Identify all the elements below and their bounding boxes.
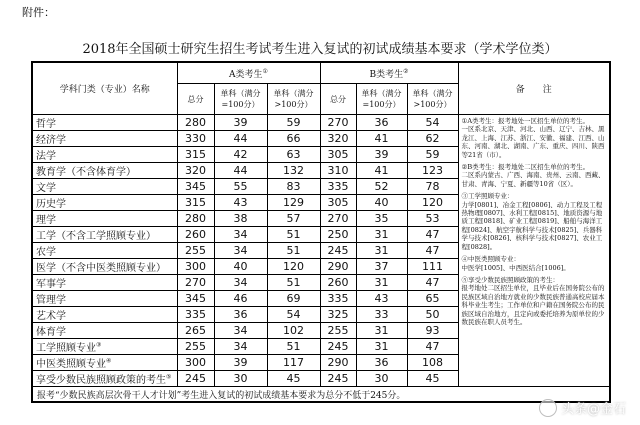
score-a-total: 255 xyxy=(177,243,214,259)
score-a-total: 335 xyxy=(177,307,214,323)
score-b-single100-gt: 45 xyxy=(407,371,458,387)
score-a-single100-gt: 66 xyxy=(267,131,320,147)
header-a-single100: 单科（满分=100分） xyxy=(214,84,267,115)
header-a-total: 总分 xyxy=(177,84,214,115)
score-a-single100: 39 xyxy=(214,115,267,131)
score-b-single100-gt: 111 xyxy=(407,259,458,275)
score-a-single100-gt: 57 xyxy=(267,211,320,227)
score-a-single100: 34 xyxy=(214,227,267,243)
score-b-total: 260 xyxy=(320,275,356,291)
score-a-total: 330 xyxy=(177,131,214,147)
score-a-total: 315 xyxy=(177,147,214,163)
score-b-single100: 40 xyxy=(356,195,407,211)
header-b-total: 总分 xyxy=(320,84,356,115)
score-a-single100: 36 xyxy=(214,307,267,323)
score-b-single100: 41 xyxy=(356,163,407,179)
subject-name: 工学照顾专业③ xyxy=(32,339,177,355)
score-a-single100: 43 xyxy=(214,195,267,211)
score-b-single100: 31 xyxy=(356,243,407,259)
score-b-single100-gt: 65 xyxy=(407,291,458,307)
header-group-a: A类考生① xyxy=(177,62,320,84)
score-a-total: 260 xyxy=(177,227,214,243)
score-b-single100: 30 xyxy=(356,371,407,387)
subject-name: 艺术学 xyxy=(32,307,177,323)
score-b-single100-gt: 108 xyxy=(407,355,458,371)
score-b-single100-gt: 78 xyxy=(407,179,458,195)
header-group-b: B类考生② xyxy=(320,62,458,84)
subject-name: 经济学 xyxy=(32,131,177,147)
score-b-single100-gt: 59 xyxy=(407,147,458,163)
score-a-single100-gt: 59 xyxy=(267,115,320,131)
score-b-total: 270 xyxy=(320,115,356,131)
score-a-single100-gt: 120 xyxy=(267,259,320,275)
score-b-single100-gt: 47 xyxy=(407,227,458,243)
score-a-single100: 46 xyxy=(214,291,267,307)
subject-name: 理学 xyxy=(32,211,177,227)
score-a-single100-gt: 63 xyxy=(267,147,320,163)
score-a-single100-gt: 45 xyxy=(267,371,320,387)
score-a-single100-gt: 51 xyxy=(267,275,320,291)
score-a-single100: 34 xyxy=(214,243,267,259)
subject-name: 享受少数民族照顾政策的考生⑤ xyxy=(32,371,177,387)
score-b-total: 325 xyxy=(320,307,356,323)
score-b-single100: 31 xyxy=(356,323,407,339)
subject-name: 教育学（不含体育学） xyxy=(32,163,177,179)
score-a-single100: 34 xyxy=(214,339,267,355)
score-b-single100-gt: 47 xyxy=(407,243,458,259)
subject-name: 法学 xyxy=(32,147,177,163)
score-b-single100-gt: 53 xyxy=(407,211,458,227)
score-a-single100-gt: 51 xyxy=(267,339,320,355)
score-a-single100: 55 xyxy=(214,179,267,195)
subject-name: 农学 xyxy=(32,243,177,259)
score-b-single100: 43 xyxy=(356,291,407,307)
score-a-total: 320 xyxy=(177,163,214,179)
score-a-total: 345 xyxy=(177,179,214,195)
score-b-single100-gt: 47 xyxy=(407,339,458,355)
score-b-single100-gt: 50 xyxy=(407,307,458,323)
subject-name: 文学 xyxy=(32,179,177,195)
score-table xyxy=(31,61,611,403)
score-b-single100: 31 xyxy=(356,275,407,291)
score-b-single100: 41 xyxy=(356,131,407,147)
document-title: 2018年全国硕士研究生招生考试考生进入复试的初试成绩基本要求（学术学位类） xyxy=(82,42,558,57)
score-a-single100-gt: 51 xyxy=(267,243,320,259)
score-a-single100: 44 xyxy=(214,131,267,147)
score-b-single100: 36 xyxy=(356,115,407,131)
score-a-total: 315 xyxy=(177,195,214,211)
score-b-single100-gt: 120 xyxy=(407,195,458,211)
watermark xyxy=(539,398,626,417)
note-n4: ④中医类照顾专业： 中医学[1005]、中西医结合[1006]。 xyxy=(461,255,570,272)
score-a-total: 245 xyxy=(177,371,214,387)
header-a-single100-gt: 单科（满分>100分） xyxy=(267,84,320,115)
score-b-total: 245 xyxy=(320,339,356,355)
score-b-single100-gt: 54 xyxy=(407,115,458,131)
score-b-total: 245 xyxy=(320,371,356,387)
subject-name: 军事学 xyxy=(32,275,177,291)
header-subject: 学科门类（专业）名称 xyxy=(32,62,177,115)
score-b-total: 335 xyxy=(320,291,356,307)
score-b-single100: 33 xyxy=(356,307,407,323)
score-b-total: 290 xyxy=(320,259,356,275)
score-a-single100: 44 xyxy=(214,163,267,179)
score-a-total: 280 xyxy=(177,211,214,227)
watermark-text: 头条@金石 xyxy=(560,402,626,417)
score-a-total: 280 xyxy=(177,115,214,131)
score-a-total: 300 xyxy=(177,355,214,371)
score-a-total: 300 xyxy=(177,259,214,275)
score-b-single100-gt: 93 xyxy=(407,323,458,339)
subject-name: 历史学 xyxy=(32,195,177,211)
score-a-total: 270 xyxy=(177,275,214,291)
score-a-total: 345 xyxy=(177,291,214,307)
score-a-single100-gt: 102 xyxy=(267,323,320,339)
score-b-single100-gt: 47 xyxy=(407,275,458,291)
subject-name: 中医类照顾专业④ xyxy=(32,355,177,371)
score-a-single100-gt: 117 xyxy=(267,355,320,371)
score-b-single100: 36 xyxy=(356,355,407,371)
score-a-single100-gt: 129 xyxy=(267,195,320,211)
score-a-single100: 30 xyxy=(214,371,267,387)
score-b-single100: 35 xyxy=(356,211,407,227)
header-b-single100: 单科（满分=100分） xyxy=(356,84,407,115)
table-row xyxy=(32,115,610,131)
subject-name: 管理学 xyxy=(32,291,177,307)
score-b-total: 305 xyxy=(320,195,356,211)
footer-note: 报考“少数民族高层次骨干人才计划”考生进入复试的初试成绩基本要求为总分不低于245分。 xyxy=(32,387,610,403)
subject-name: 体育学 xyxy=(32,323,177,339)
score-a-single100: 34 xyxy=(214,323,267,339)
score-b-total: 320 xyxy=(320,131,356,147)
score-a-single100-gt: 51 xyxy=(267,227,320,243)
subject-name: 医学（不含中医类照顾专业） xyxy=(32,259,177,275)
score-a-single100: 34 xyxy=(214,275,267,291)
note-n5: ⑤享受少数民族照顾政策的考生： 报考地处二区招生单位，且毕业后在国务院公布的民族区域自治地方就业的少数民族普通高校应届本科毕业生考生；工作单位和户籍在国务院公布的民族区域自治地方，且定向或委托培养为原单位的少数民族在职人员考生。 xyxy=(461,275,605,326)
score-a-single100: 39 xyxy=(214,355,267,371)
score-a-single100-gt: 54 xyxy=(267,307,320,323)
subject-name: 哲学 xyxy=(32,115,177,131)
watermark-logo-icon xyxy=(539,399,557,417)
score-b-total: 290 xyxy=(320,355,356,371)
header-b-single100-gt: 单科（满分>100分） xyxy=(407,84,458,115)
notes-cell xyxy=(458,115,610,387)
note-n1: ①A类考生：报考地处一区招生单位的考生。 一区系北京、天津、河北、山西、辽宁、吉林、黑龙江、上海、江苏、浙江、安徽、福建、江西、山东、河南、湖北、湖南、广东、重庆、四川、陕西等21省（市）。 xyxy=(461,117,605,159)
score-a-total: 265 xyxy=(177,323,214,339)
score-b-total: 270 xyxy=(320,211,356,227)
score-b-single100-gt: 123 xyxy=(407,163,458,179)
score-a-single100: 38 xyxy=(214,211,267,227)
score-b-single100: 52 xyxy=(356,179,407,195)
score-b-total: 310 xyxy=(320,163,356,179)
score-a-single100: 42 xyxy=(214,147,267,163)
score-a-single100: 40 xyxy=(214,259,267,275)
score-a-single100-gt: 132 xyxy=(267,163,320,179)
score-b-total: 255 xyxy=(320,323,356,339)
score-a-total: 255 xyxy=(177,339,214,355)
score-b-single100: 31 xyxy=(356,339,407,355)
score-b-single100: 37 xyxy=(356,259,407,275)
attachment-label: 附件： xyxy=(22,6,55,19)
score-b-total: 335 xyxy=(320,179,356,195)
header-notes: 备 注 xyxy=(458,62,610,115)
score-b-single100: 39 xyxy=(356,147,407,163)
note-n2: ②B类考生：报考地处二区招生单位的考生。 二区系内蒙古、广西、海南、贵州、云南、西藏、甘肃、青海、宁夏、新疆等10省（区）。 xyxy=(461,163,605,188)
score-a-single100-gt: 83 xyxy=(267,179,320,195)
score-b-total: 250 xyxy=(320,227,356,243)
subject-name: 工学（不含工学照顾专业） xyxy=(32,227,177,243)
score-b-single100: 31 xyxy=(356,227,407,243)
score-b-total: 245 xyxy=(320,243,356,259)
score-b-total: 305 xyxy=(320,147,356,163)
score-b-single100-gt: 62 xyxy=(407,131,458,147)
score-a-single100-gt: 69 xyxy=(267,291,320,307)
note-n3: ③工学照顾专业： 力学[0801]、冶金工程[0806]、动力工程及工程热物理[0807]、水利工程[0815]、地质资源与地质工程[0818]、矿业工程[0819]、船舶与海洋工程[0824]、航空宇航科学与技术[0825]、兵器科学与技术[0826]、核科学与技术[0827]、农业工程[0828]。 xyxy=(461,192,603,251)
